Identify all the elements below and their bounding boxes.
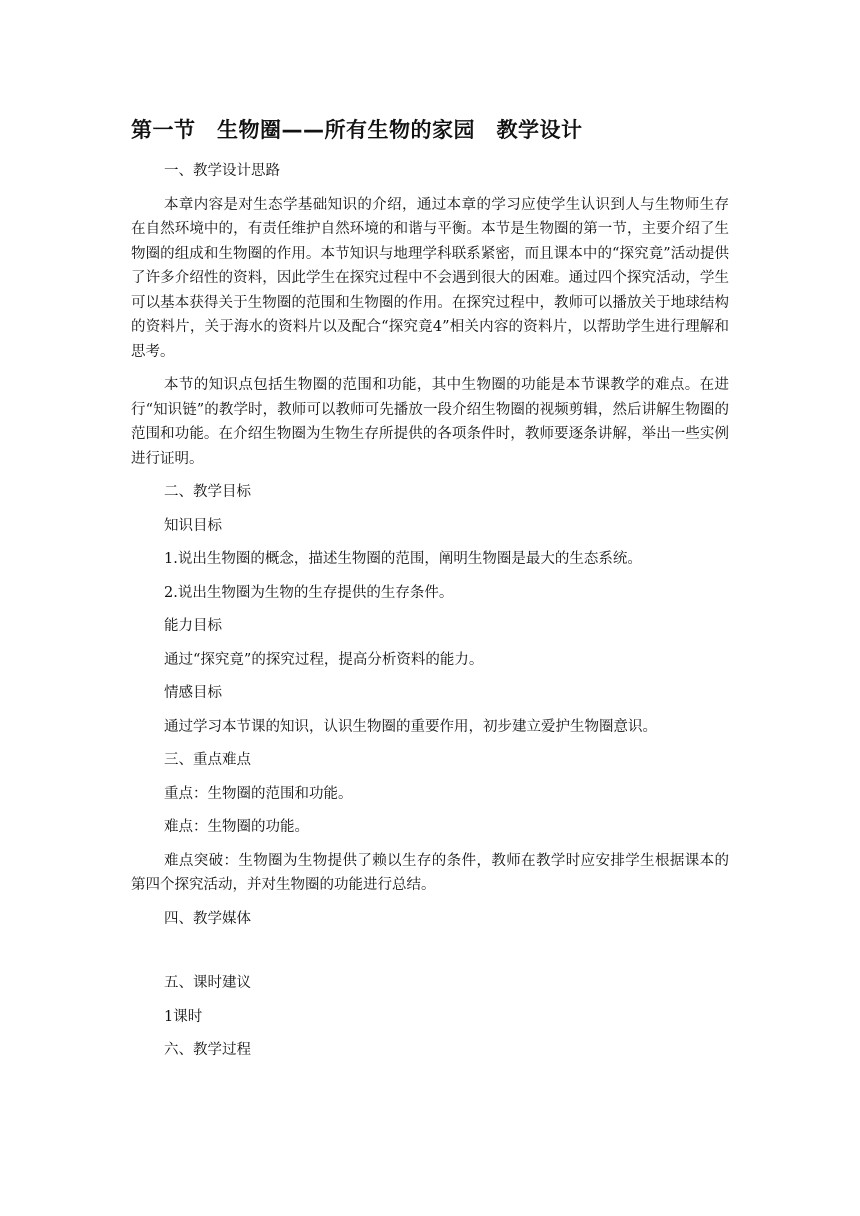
body-paragraph-knowledge-points: 本节的知识点包括生物圈的范围和功能，其中生物圈的功能是本节课教学的难点。在进行“知识链”的教学时，教师可以教师可先播放一段介绍生物圈的视频剪辑，然后讲解生物圈的范围和功能。在介绍生物圈为生物生存所提供的各项条件时，教师要逐条讲解，举出一些实例进行证明。 (131, 377, 729, 467)
section-heading-schedule: 五、课时建议 (164, 975, 251, 991)
emotion-goal-text: 通过学习本节课的知识，认识生物圈的重要作用，初步建立爱护生物圈意识。 (164, 718, 657, 735)
goal-item-2: 2.说出生物圈为生物的生存提供的生存条件。 (164, 584, 454, 601)
subheading-ability-goals: 能力目标 (164, 618, 222, 634)
subheading-knowledge-goals: 知识目标 (164, 517, 222, 534)
document-title: 第一节 生物圈——所有生物的家园 教学设计 (131, 118, 583, 142)
section-heading-key-points: 三、重点难点 (164, 752, 251, 768)
body-paragraph-intro: 本章内容是对生态学基础知识的介绍，通过本章的学习应使学生认识到人与生物师生存在自然环境中的，有责任维护自然环境的和谐与平衡。本节是生物圈的第一节，主要介绍了生物圈的组成和生物圈的作用。本节知识与地理学科联系紧密，而且课本中的“探究竟”活动提供了许多介绍性的资料，因此学生在探究过程中不会遇到很大的困难。通过四个探究活动，学生可以基本获得关于生物圈的范围和生物圈的作用。在探究过程中，教师可以播放关于地球结构的资料片，关于海水的资料片以及配合“探究竟4”相关内容的资料片，以帮助学生进行理解和思考。 (131, 196, 729, 360)
section-heading-process: 六、教学过程 (164, 1042, 251, 1058)
goal-item-1: 1.说出生物圈的概念，描述生物圈的范围，阐明生物圈是最大的生态系统。 (164, 551, 642, 567)
ability-goal-text: 通过“探究竟”的探究过程，提高分析资料的能力。 (164, 651, 484, 668)
section-heading-media: 四、教学媒体 (164, 910, 251, 927)
document-body (131, 159, 729, 1072)
key-point-text: 重点：生物圈的范围和功能。 (164, 785, 353, 802)
difficulty-text: 难点：生物圈的功能。 (164, 819, 309, 835)
subheading-emotion-goals: 情感目标 (164, 685, 222, 701)
schedule-text: 1课时 (164, 1008, 203, 1025)
section-heading-objectives: 二、教学目标 (164, 484, 251, 500)
section-heading-design-idea: 一、教学设计思路 (164, 163, 280, 179)
difficulty-breakthrough-text: 难点突破：生物圈为生物提供了赖以生存的条件，教师在教学时应安排学生根据课本的第四个探究活动，并对生物圈的功能进行总结。 (131, 852, 729, 893)
